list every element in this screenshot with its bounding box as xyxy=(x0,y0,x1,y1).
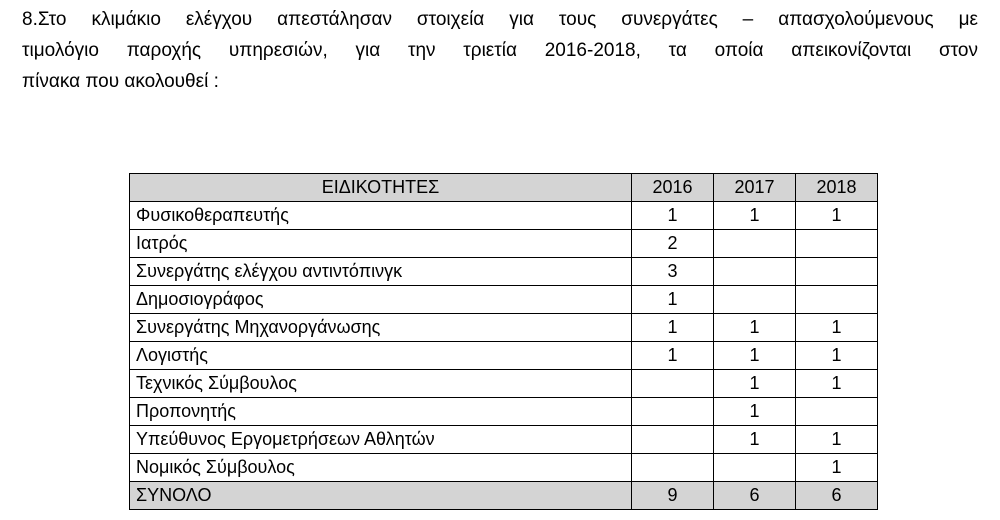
value-cell: 1 xyxy=(714,202,796,230)
specialty-cell: Ιατρός xyxy=(130,230,632,258)
table-row xyxy=(130,202,878,230)
specialty-cell: Συνεργάτης ελέγχου αντιντόπινγκ xyxy=(130,258,632,286)
header-year: 2017 xyxy=(714,174,796,202)
total-value: 9 xyxy=(632,482,714,510)
value-cell xyxy=(632,454,714,482)
value-cell: 1 xyxy=(796,426,878,454)
specialty-cell: Συνεργάτης Μηχανοργάνωσης xyxy=(130,314,632,342)
value-cell: 1 xyxy=(714,342,796,370)
table-row xyxy=(130,230,878,258)
specialty-cell: Υπεύθυνος Εργομετρήσεων Αθλητών xyxy=(130,426,632,454)
header-year: 2016 xyxy=(632,174,714,202)
value-cell: 1 xyxy=(632,286,714,314)
value-cell: 1 xyxy=(796,202,878,230)
table-row xyxy=(130,258,878,286)
specialty-cell: Λογιστής xyxy=(130,342,632,370)
table-row xyxy=(130,398,878,426)
paragraph-line: πίνακα που ακολουθεί : xyxy=(22,71,219,92)
value-cell: 1 xyxy=(796,314,878,342)
value-cell: 3 xyxy=(632,258,714,286)
paragraph-line: 8.Στο κλιμάκιο ελέγχου απεστάλησαν στοιχεία για τους συνεργάτες – απασχολούμενους με xyxy=(22,9,978,30)
value-cell: 1 xyxy=(714,398,796,426)
value-cell xyxy=(632,398,714,426)
value-cell xyxy=(796,286,878,314)
specialty-cell: Δημοσιογράφος xyxy=(130,286,632,314)
value-cell: 1 xyxy=(796,454,878,482)
paragraph-line: τιμολόγιο παροχής υπηρεσιών, για την τριετία 2016-2018, τα οποία απεικονίζονται στον xyxy=(22,40,978,61)
specialty-cell: Τεχνικός Σύμβουλος xyxy=(130,370,632,398)
table-row xyxy=(130,454,878,482)
value-cell: 2 xyxy=(632,230,714,258)
total-label: ΣΥΝΟΛΟ xyxy=(130,482,632,510)
value-cell: 1 xyxy=(632,342,714,370)
value-cell xyxy=(714,230,796,258)
intro-paragraph xyxy=(22,4,978,97)
value-cell xyxy=(632,426,714,454)
value-cell: 1 xyxy=(714,426,796,454)
total-value: 6 xyxy=(796,482,878,510)
specialty-cell: Προπονητής xyxy=(130,398,632,426)
value-cell: 1 xyxy=(796,370,878,398)
value-cell: 1 xyxy=(632,202,714,230)
value-cell xyxy=(796,230,878,258)
value-cell xyxy=(714,286,796,314)
value-cell: 1 xyxy=(796,342,878,370)
value-cell xyxy=(796,258,878,286)
value-cell xyxy=(632,370,714,398)
table-row xyxy=(130,342,878,370)
total-value: 6 xyxy=(714,482,796,510)
value-cell: 1 xyxy=(714,370,796,398)
value-cell xyxy=(714,258,796,286)
table-row xyxy=(130,286,878,314)
specialty-cell: Νομικός Σύμβουλος xyxy=(130,454,632,482)
header-year: 2018 xyxy=(796,174,878,202)
specialty-cell: Φυσικοθεραπευτής xyxy=(130,202,632,230)
table-total-row xyxy=(130,482,878,510)
value-cell: 1 xyxy=(714,314,796,342)
header-specialties: ΕΙΔΙΚΟΤΗΤΕΣ xyxy=(130,174,632,202)
value-cell: 1 xyxy=(632,314,714,342)
table-row xyxy=(130,370,878,398)
table-header-row xyxy=(130,174,878,202)
table-row xyxy=(130,426,878,454)
specialties-table xyxy=(129,173,878,510)
table-row xyxy=(130,314,878,342)
value-cell xyxy=(796,398,878,426)
value-cell xyxy=(714,454,796,482)
